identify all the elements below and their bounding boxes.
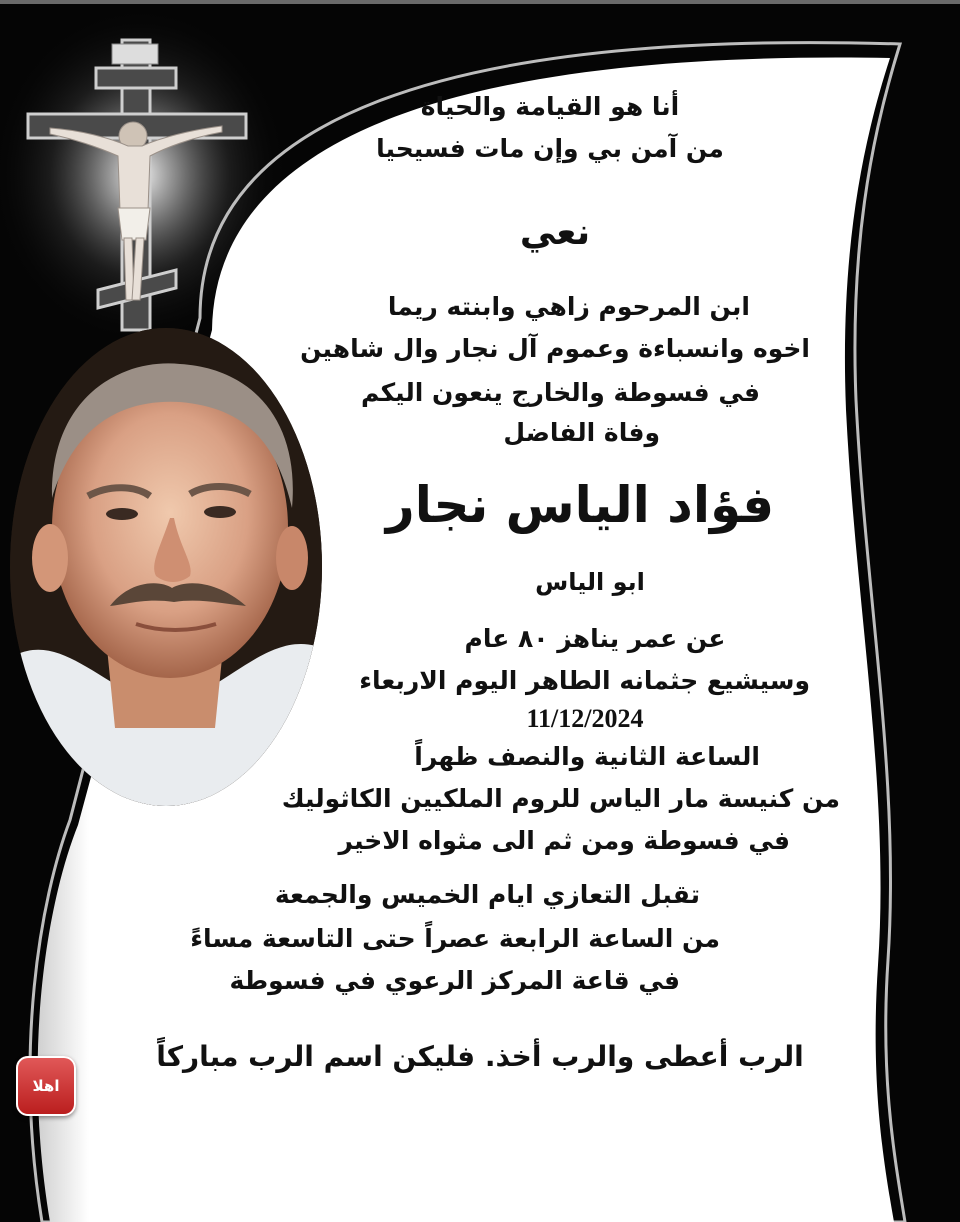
verse-line-1: أنا هو القيامة والحياة [420, 92, 680, 121]
portrait-photo [10, 328, 322, 806]
condolences-line-3: في قاعة المركز الرعوي في فسوطة [229, 966, 680, 995]
deceased-nickname: ابو الياس [535, 568, 645, 596]
mourners-line-1: ابن المرحوم زاهي وابنته ريما [387, 292, 750, 321]
mourners-line-2: اخوه وانسباءة وعموم آل نجار وال شاهين [300, 334, 810, 363]
funeral-date: 11/12/2024 [526, 704, 644, 733]
mourners-line-3: في فسوطة والخارج ينعون اليكم [361, 378, 760, 407]
closing-verse: الرب أعطى والرب أخذ. فليكن اسم الرب مباركاً [156, 1040, 804, 1073]
deceased-name: فؤاد الياس نجار [385, 476, 775, 534]
time-line: الساعة الثانية والنصف ظهراً [414, 742, 760, 771]
burial-line: وسيشيع جثمانه الطاهر اليوم الاربعاء [359, 666, 810, 695]
place-line: في فسوطة ومن ثم الى مثواه الاخير [338, 826, 790, 855]
verse-line-2: من آمن بي وإن مات فسيحيا [376, 134, 724, 163]
church-line: من كنيسة مار الياس للروم الملكيين الكاثوليك [281, 784, 840, 813]
age-line: عن عمر يناهز ٨٠ عام [464, 624, 726, 653]
mourners-line-4: وفاة الفاضل [503, 418, 660, 447]
condolences-line-2: من الساعة الرابعة عصراً حتى التاسعة مساءً [190, 924, 720, 953]
announcement-title: نعي [519, 212, 591, 253]
condolences-line-1: تقبل التعازي ايام الخميس والجمعة [274, 880, 700, 909]
crucifix-icon [0, 0, 260, 340]
ahla-logo[interactable] [16, 1056, 76, 1116]
logo-text: اهلا [32, 1077, 60, 1095]
